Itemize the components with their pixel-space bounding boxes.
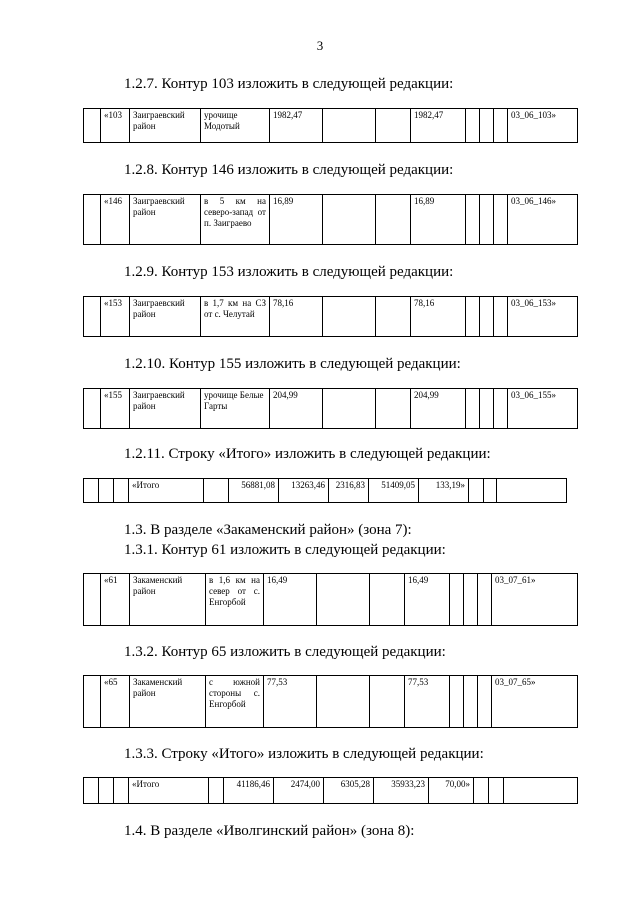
heading-1-3-1: 1.3.1. Контур 61 изложить в следующей редакции: — [124, 542, 446, 558]
contour-number: «65 — [101, 676, 130, 728]
district: Заиграевский район — [130, 195, 201, 245]
location: с южной стороны с. Енгорбой — [206, 676, 264, 728]
district: Закаменский район — [130, 676, 206, 728]
heading-1-3-3: 1.3.3. Строку «Итого» изложить в следующей редакции: — [124, 746, 484, 762]
heading-1-2-11: 1.2.11. Строку «Итого» изложить в следующей редакции: — [124, 446, 491, 462]
heading-1-2-7: 1.2.7. Контур 103 изложить в следующей редакции: — [124, 76, 454, 92]
heading-1-3-2: 1.3.2. Контур 65 изложить в следующей редакции: — [124, 644, 446, 660]
total-value-1: 56881,08 — [229, 479, 279, 503]
totals-row-zone-7 — [83, 777, 578, 804]
area: 78,16 — [270, 297, 323, 337]
contour-61-row — [83, 573, 578, 626]
totals-row-zone-6 — [83, 478, 567, 503]
total-value-4: 51409,05 — [369, 479, 419, 503]
district: Заиграевский район — [130, 297, 201, 337]
total-value-5: 70,00» — [429, 778, 474, 804]
area-2: 16,49 — [405, 574, 450, 626]
location: в 1,7 км на СЗ от с. Челутай — [201, 297, 270, 337]
total-value-2: 2474,00 — [274, 778, 324, 804]
page-number: 3 — [316, 38, 324, 53]
heading-1-2-8: 1.2.8. Контур 146 изложить в следующей редакции: — [124, 162, 454, 178]
total-value-2: 13263,46 — [279, 479, 329, 503]
contour-number: «155 — [101, 389, 130, 429]
area-2: 78,16 — [411, 297, 466, 337]
totals-label: «Итого — [129, 778, 209, 804]
heading-1-2-10: 1.2.10. Контур 155 изложить в следующей редакции: — [124, 356, 461, 372]
area: 77,53 — [264, 676, 317, 728]
contour-code: 03_07_61» — [492, 574, 578, 626]
contour-number: «153 — [101, 297, 130, 337]
location: урочище Модотый — [201, 109, 270, 143]
heading-1-3: 1.3. В разделе «Закаменский район» (зона 7): — [124, 522, 412, 538]
contour-code: 03_06_155» — [508, 389, 578, 429]
contour-code: 03_06_103» — [508, 109, 578, 143]
district: Заиграевский район — [130, 389, 201, 429]
contour-code: 03_06_153» — [508, 297, 578, 337]
total-value-3: 6305,28 — [324, 778, 374, 804]
location: в 1,6 км на север от с. Енгорбой — [206, 574, 264, 626]
area-2: 77,53 — [405, 676, 450, 728]
contour-153-row — [83, 296, 578, 337]
total-value-1: 41186,46 — [224, 778, 274, 804]
contour-155-row — [83, 388, 578, 429]
total-value-3: 2316,83 — [329, 479, 369, 503]
total-value-4: 35933,23 — [374, 778, 429, 804]
area-2: 204,99 — [411, 389, 466, 429]
heading-1-2-9: 1.2.9. Контур 153 изложить в следующей редакции: — [124, 264, 454, 280]
location: в 5 км на северо-запад от п. Заиграево — [201, 195, 270, 245]
contour-code: 03_07_65» — [492, 676, 578, 728]
contour-code: 03_06_146» — [508, 195, 578, 245]
contour-number: «61 — [101, 574, 130, 626]
totals-label: «Итого — [129, 479, 204, 503]
area: 204,99 — [270, 389, 323, 429]
contour-146-row — [83, 194, 578, 245]
area-2: 1982,47 — [411, 109, 466, 143]
location: урочище Белые Гарты — [201, 389, 270, 429]
contour-103-row — [83, 108, 578, 143]
district: Закаменский район — [130, 574, 206, 626]
area-2: 16,89 — [411, 195, 466, 245]
total-value-5: 133,19» — [419, 479, 469, 503]
contour-65-row — [83, 675, 578, 728]
area: 16,89 — [270, 195, 323, 245]
contour-number: «103 — [101, 109, 130, 143]
contour-number: «146 — [101, 195, 130, 245]
district: Заиграевский район — [130, 109, 201, 143]
heading-1-4: 1.4. В разделе «Иволгинский район» (зона 8): — [124, 823, 415, 839]
area: 16,49 — [264, 574, 317, 626]
area: 1982,47 — [270, 109, 323, 143]
